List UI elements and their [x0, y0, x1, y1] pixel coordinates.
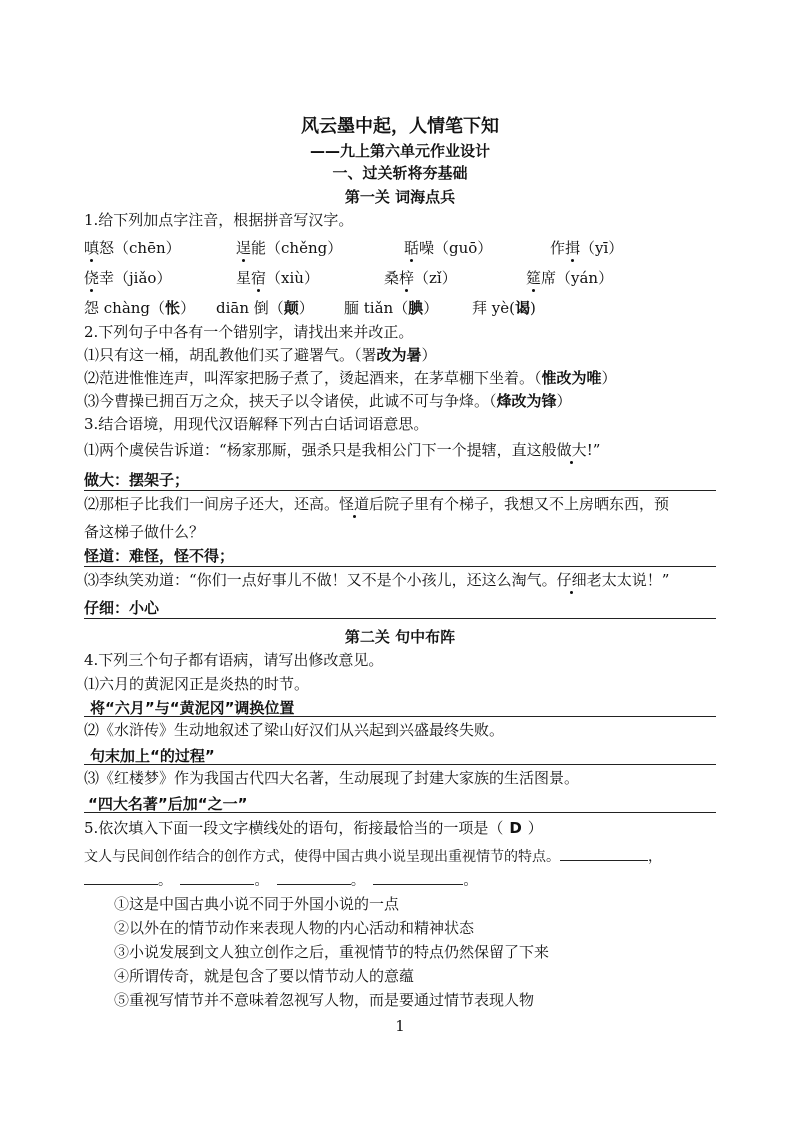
pinyin-item: 筵席（yán）	[526, 269, 614, 287]
answer-line	[84, 764, 716, 765]
page-number: 1	[395, 1017, 405, 1035]
pinyin-item: 嗔怒（chēn）	[84, 239, 181, 257]
answer-line	[84, 490, 716, 491]
level-heading-2: 第二关 句中布阵	[344, 628, 456, 646]
fill-blank	[560, 846, 648, 861]
fill-blank	[180, 870, 254, 885]
fill-blank	[84, 870, 158, 885]
answer-line	[84, 812, 716, 813]
q3-sentence-2-cont: 备这梯子做什么？	[84, 523, 205, 541]
answer-line	[84, 618, 716, 619]
q5-paragraph: 文人与民间创作结合的创作方式，使得中国古典小说呈现出重视情节的特点。 ，	[84, 846, 662, 866]
level-heading-1: 第一关 词海点兵	[344, 188, 456, 206]
q5-blanks-row: 。 。 。 。	[84, 870, 477, 890]
q4-sentence-3: ⑶《红楼梦》作为我国古代四大名著，生动展现了封建大家族的生活图景。	[84, 769, 580, 787]
q5-option: ②以外在的情节动作来表现人物的内心活动和精神状态	[114, 919, 475, 937]
pinyin-item: 侥幸（jiǎo）	[84, 269, 172, 287]
question-4-stem: 4.下列三个句子都有语病，请写出修改意见。	[84, 651, 384, 669]
pinyin-fill-item: 腼 tiǎn（腆）	[344, 299, 439, 317]
q3-sentence-1: ⑴两个虞侯告诉道：“杨家那厮，强杀只是我相公门下一个提辖，直这般做大!”	[84, 441, 601, 459]
q5-option: ③小说发展到文人独立创作之后，重视情节的特点仍然保留了下来	[114, 943, 550, 961]
q5-option: ⑤重视写情节并不意味着忽视写人物，而是要通过情节表现人物	[114, 991, 535, 1009]
question-1-stem: 1.给下列加点字注音，根据拼音写汉字。	[84, 211, 354, 229]
q3-answer-1: 做大：摆架子；	[84, 471, 190, 489]
pinyin-item: 逞能（chěng）	[236, 239, 343, 257]
fill-blank	[373, 870, 463, 885]
q4-answer-2: 句末加上“的过程”	[90, 747, 215, 765]
pinyin-item: 桑梓（zǐ）	[384, 269, 457, 287]
question-3-stem: 3.结合语境，用现代汉语解释下列古白话词语意思。	[84, 415, 429, 433]
question-5-stem: 5.依次填入下面一段文字横线处的语句，衔接最恰当的一项是（ D ）	[84, 819, 543, 837]
pinyin-fill-item: 拜 yè(谒)	[472, 299, 536, 317]
pinyin-fill-item: diān 倒（颠）	[216, 299, 314, 317]
section-heading: 一、过关斩将夯基础	[332, 164, 468, 182]
q2-sentence-2: ⑵范进惟惟连声，叫浑家把肠子煮了，烫起酒来，在茅草棚下坐着。（惟改为唯）	[84, 369, 617, 387]
answer-line	[84, 566, 716, 567]
q3-answer-3: 仔细：小心	[84, 599, 160, 617]
q3-sentence-3: ⑶李纨笑劝道：“你们一点好事儿不做！又不是个小孩儿，还这么淘气。仔细老太太说！”	[84, 571, 670, 589]
pinyin-fill-item: 怨 chàng（怅）	[84, 299, 196, 317]
pinyin-item: 聒噪（guō）	[404, 239, 493, 257]
q4-answer-1: 将“六月”与“黄泥冈”调换位置	[90, 699, 295, 717]
pinyin-item: 星宿（xiù）	[236, 269, 319, 287]
q4-sentence-1: ⑴六月的黄泥冈正是炎热的时节。	[84, 675, 310, 693]
q5-option: ④所谓传奇，就是包含了要以情节动人的意蕴	[114, 967, 415, 985]
question-2-stem: 2.下列句子中各有一个错别字，请找出来并改正。	[84, 323, 414, 341]
page-subtitle: ——九上第六单元作业设计	[309, 142, 490, 160]
q4-answer-3: “四大名著”后加“之一”	[88, 795, 248, 813]
q5-option: ①这是中国古典小说不同于外国小说的一点	[114, 895, 400, 913]
fill-blank	[277, 870, 351, 885]
pinyin-item: 作揖（yī）	[550, 239, 624, 257]
page-title: 风云墨中起，人情笔下知	[301, 116, 499, 137]
q3-sentence-2: ⑵那柜子比我们一间房子还大，还高。怪道后院子里有个梯子，我想又不上房晒东西，预	[84, 495, 670, 513]
answer-line	[84, 716, 716, 717]
q4-sentence-2: ⑵《水浒传》生动地叙述了梁山好汉们从兴起到兴盛最终失败。	[84, 721, 505, 739]
q2-sentence-1: ⑴只有这一桶，胡乱教他们买了避署气。（署改为暑）	[84, 346, 437, 364]
q3-answer-2: 怪道：难怪，怪不得；	[84, 547, 235, 565]
q2-sentence-3: ⑶今曹操已拥百万之众，挟天子以令诸侯，此诚不可与争烽。（烽改为锋）	[84, 392, 572, 410]
